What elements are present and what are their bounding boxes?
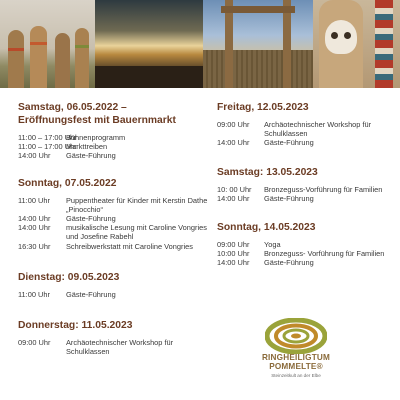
event-row [18, 242, 208, 251]
event-row [217, 258, 392, 267]
logo-subtitle: Steinzeitkult an der Elbe [271, 373, 321, 379]
day-heading: Donnerstag: 11.05.2023 [18, 320, 133, 332]
event-time: 14:00 Uhr [217, 138, 250, 148]
event-description: Gäste-Führung [66, 151, 116, 161]
day-section [217, 221, 392, 268]
event-description: Gäste-Führung [264, 258, 314, 268]
ring-sanctuary-icon [265, 318, 327, 354]
event-description: Archäotechnischer Workshop für Schulklassen [66, 338, 174, 357]
event-description: Yoga [264, 240, 281, 250]
ringheiligtum-logo [253, 318, 339, 396]
event-description: Gäste-Führung [66, 214, 116, 224]
photo-wooden-posts [0, 0, 95, 88]
day-heading: Samstag: 13.05.2023 [217, 166, 318, 178]
logo-name-line1: RINGHEILIGTUM [261, 353, 331, 362]
day-heading: Freitag, 12.05.2023 [217, 102, 309, 113]
event-time: 14:00 Uhr [18, 214, 51, 224]
event-description: Archäotechnischer Workshop für Schulklassen [264, 120, 372, 139]
event-time: 09:00 Uhr [18, 338, 51, 348]
day-section [18, 319, 208, 356]
event-time: 10:00 Uhr [217, 249, 250, 259]
schedule-left-column [18, 101, 208, 368]
event-row [217, 138, 392, 147]
event-time: 10: 00 Uhr [217, 184, 252, 194]
event-row [18, 133, 208, 142]
event-row [18, 290, 208, 299]
header-photo-strip [0, 0, 400, 88]
event-time: 11:00 Uhr [18, 289, 50, 299]
day-heading: Sonntag, 14.05.2023 [217, 222, 316, 234]
event-time: 09:00 Uhr [217, 240, 250, 250]
event-row [217, 249, 392, 258]
event-row [217, 120, 392, 138]
event-time: 14:00 Uhr [18, 223, 51, 233]
event-description: Bronzeguss- Vorführung für Familien [264, 249, 385, 259]
event-time: 14:00 Uhr [217, 258, 250, 268]
event-time: 11:00 – 17:00 Uhr [18, 133, 77, 142]
event-row [18, 196, 208, 214]
day-heading: Dienstag: 09.05.2023 [18, 271, 120, 283]
event-description: Bronzeguss-Vorführung für Familien [264, 184, 383, 194]
day-section [217, 101, 392, 148]
event-description: Bühnenprogramm [66, 133, 126, 142]
event-description: Markttreiben [66, 142, 108, 152]
day-section [18, 101, 208, 161]
event-row [18, 338, 208, 356]
photo-sunset-palisade [95, 0, 203, 88]
logo-name-line2: POMMELTE® [269, 361, 323, 371]
event-description: Schreibwerkstatt mit Caroline Vongries [66, 241, 193, 251]
event-time: 09:00 Uhr [217, 120, 250, 129]
event-row [217, 240, 392, 249]
day-section [217, 166, 392, 203]
photo-carved-skull-post [313, 0, 400, 88]
event-description: musikalische Lesung mit Caroline Vongries und Josefine Rabehl [66, 223, 207, 242]
event-row [217, 194, 392, 203]
day-heading: Samstag, 06.05.2022 – Eröffnungsfest mit Bauernmarkt [18, 102, 176, 126]
photo-gate-palisade [203, 0, 313, 88]
day-heading: Sonntag, 07.05.2022 [18, 177, 117, 189]
event-time: 11:00 – 17:00 Uhr [18, 142, 77, 152]
event-time: 16:30 Uhr [18, 241, 51, 251]
event-row [18, 214, 208, 223]
event-description: Gäste-Führung [66, 289, 116, 299]
event-row [18, 223, 208, 241]
event-row [18, 151, 208, 160]
event-description: Gäste-Führung [264, 138, 314, 148]
day-section [18, 177, 208, 251]
schedule-right-column [217, 101, 392, 280]
event-row [217, 185, 392, 194]
event-time: 14:00 Uhr [217, 193, 250, 203]
event-description: Puppentheater für Kinder mit Kerstin Dathe „Pinocchio“ [66, 195, 208, 214]
event-row [18, 142, 208, 151]
event-description: Gäste-Führung [264, 193, 314, 203]
event-time: 14:00 Uhr [18, 151, 51, 161]
event-time: 11:00 Uhr [18, 195, 50, 205]
day-section [18, 271, 208, 299]
